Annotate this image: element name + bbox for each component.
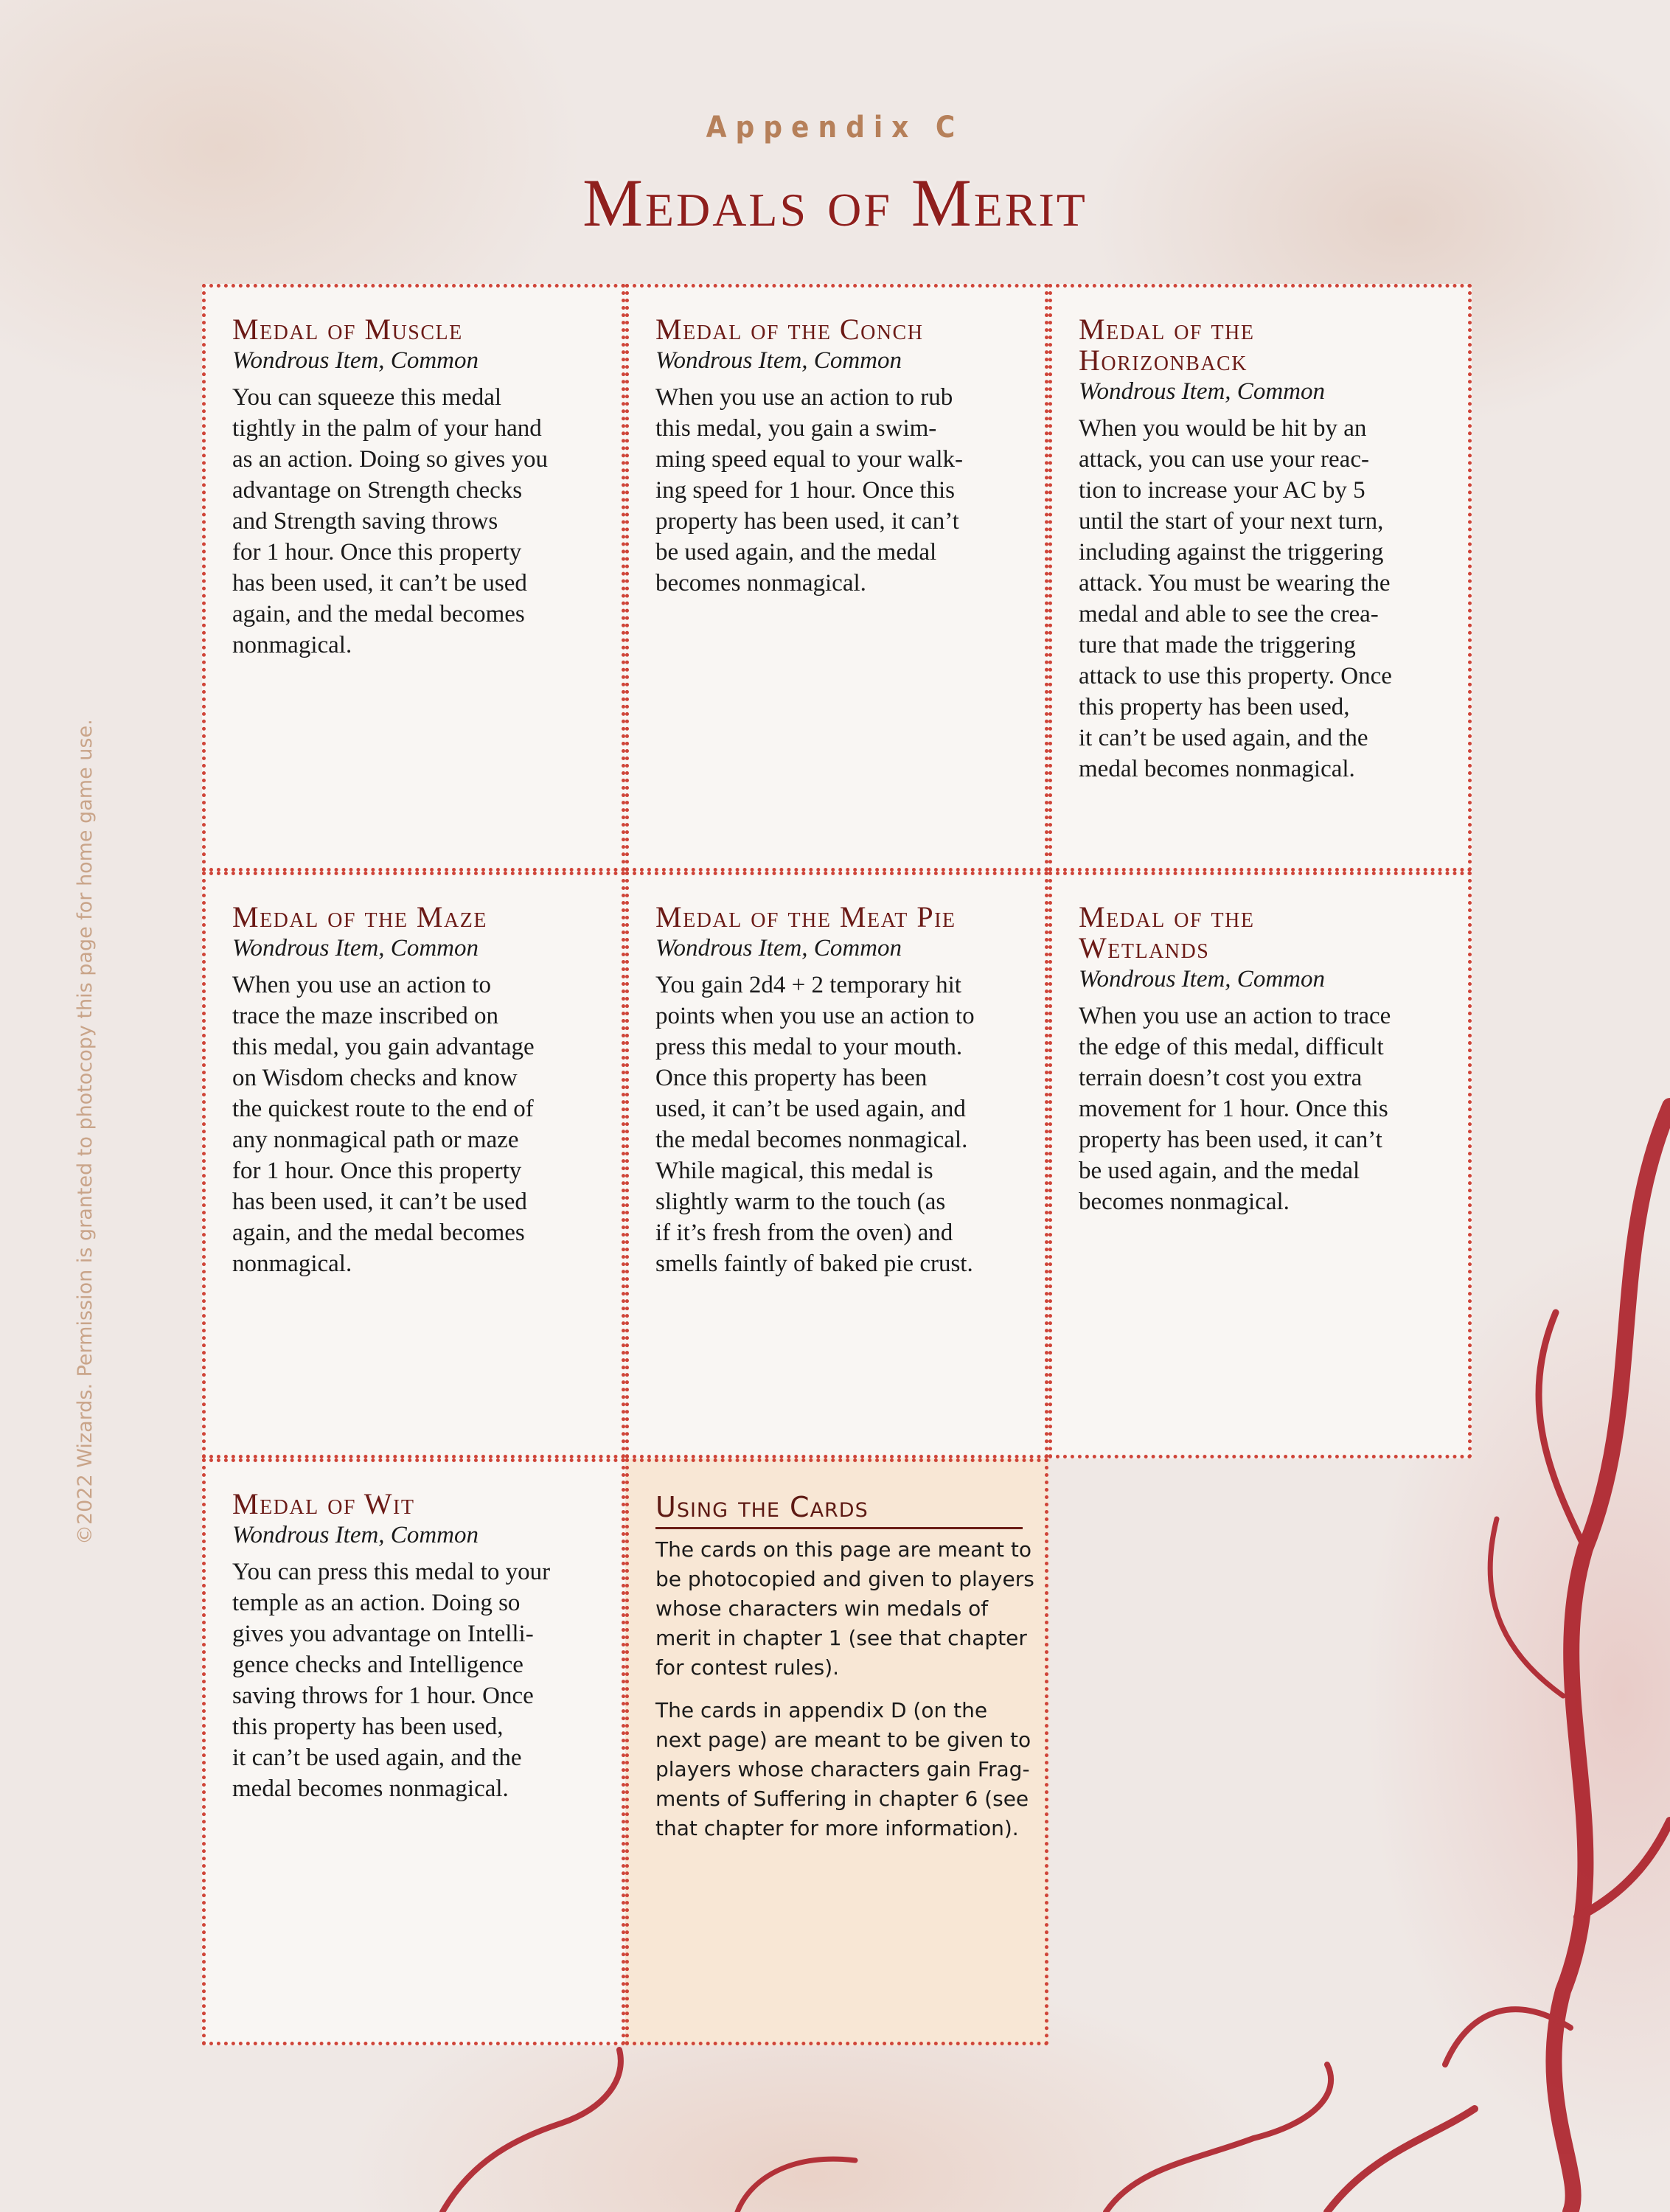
card-title-line: Wetlands bbox=[1079, 931, 1210, 964]
text-line: that chapter for more information). bbox=[655, 1816, 1019, 1840]
medal-card bbox=[202, 1458, 625, 2045]
medal-card bbox=[202, 872, 625, 1458]
text-line: When you use an action to trace bbox=[1079, 1003, 1391, 1029]
text-line: press this medal to your mouth. bbox=[655, 1034, 963, 1060]
text-line: whose characters win medals of bbox=[655, 1596, 989, 1621]
text-line: gence checks and Intelligence bbox=[232, 1652, 523, 1678]
card-subtitle: Wondrous Item, Common bbox=[655, 347, 902, 374]
text-line: again, and the medal becomes bbox=[232, 601, 525, 627]
text-line: for 1 hour. Once this property bbox=[232, 539, 522, 566]
text-line: any nonmagical path or maze bbox=[232, 1127, 519, 1153]
text-line: the quickest route to the end of bbox=[232, 1096, 534, 1122]
card-subtitle: Wondrous Item, Common bbox=[232, 935, 479, 961]
text-line: property has been used, it can’t bbox=[1079, 1127, 1382, 1153]
text-line: saving throws for 1 hour. Once bbox=[232, 1683, 534, 1709]
info-paragraph bbox=[655, 1535, 1034, 1683]
card-title bbox=[1079, 314, 1446, 376]
text-line: ming speed equal to your walk- bbox=[655, 446, 963, 473]
appendix-label: Appendix C bbox=[706, 111, 964, 145]
text-line: this medal, you gain advantage bbox=[232, 1034, 535, 1060]
using-the-cards-box bbox=[625, 1458, 1048, 2045]
card-subtitle: Wondrous Item, Common bbox=[1079, 378, 1325, 405]
text-line: tightly in the palm of your hand bbox=[232, 415, 542, 442]
text-line: nonmagical. bbox=[232, 632, 352, 658]
card-description bbox=[232, 970, 599, 1279]
text-line: the edge of this medal, difficult bbox=[1079, 1034, 1384, 1060]
text-line: tion to increase your AC by 5 bbox=[1079, 477, 1365, 504]
card-title-line: Horizonback bbox=[1079, 344, 1248, 377]
text-line: until the start of your next turn, bbox=[1079, 508, 1384, 535]
card-description bbox=[655, 970, 1023, 1279]
text-line: When you use an action to rub bbox=[655, 384, 953, 411]
text-line: temple as an action. Doing so bbox=[232, 1590, 521, 1616]
card-subtitle: Wondrous Item, Common bbox=[1079, 966, 1325, 992]
text-line: merit in chapter 1 (see that chapter bbox=[655, 1626, 1027, 1650]
text-line: You gain 2d4 + 2 temporary hit bbox=[655, 972, 961, 998]
text-line: becomes nonmagical. bbox=[655, 570, 866, 597]
text-line: next page) are meant to be given to bbox=[655, 1728, 1031, 1752]
card-title-line: Medal of Muscle bbox=[232, 313, 463, 346]
card-title bbox=[232, 1489, 599, 1520]
card-subtitle: Wondrous Item, Common bbox=[655, 935, 902, 961]
text-line: as an action. Doing so gives you bbox=[232, 446, 549, 473]
text-line: smells faintly of baked pie crust. bbox=[655, 1251, 973, 1277]
text-line: this property has been used, bbox=[1079, 694, 1350, 720]
text-line: this medal, you gain a swim- bbox=[655, 415, 937, 442]
card-description bbox=[232, 1557, 599, 1804]
page-title: Medals of Merit bbox=[582, 165, 1088, 240]
text-line: on Wisdom checks and know bbox=[232, 1065, 518, 1091]
text-line: attack, you can use your reac- bbox=[1079, 446, 1369, 473]
medal-card bbox=[1048, 284, 1472, 872]
card-description bbox=[1079, 1001, 1446, 1217]
text-line: has been used, it can’t be used bbox=[232, 1189, 527, 1215]
text-line: it can’t be used again, and the bbox=[232, 1745, 522, 1771]
card-title bbox=[655, 902, 1023, 933]
card-title-line: Medal of the Conch bbox=[655, 313, 924, 346]
text-line: You can squeeze this medal bbox=[232, 384, 502, 411]
card-title bbox=[655, 314, 1023, 345]
card-subtitle: Wondrous Item, Common bbox=[232, 1522, 479, 1548]
card-description bbox=[1079, 413, 1446, 785]
text-line: be photocopied and given to players bbox=[655, 1567, 1034, 1591]
text-line: slightly warm to the touch (as bbox=[655, 1189, 946, 1215]
text-line: ments of Suffering in chapter 6 (see bbox=[655, 1787, 1029, 1811]
text-line: be used again, and the medal bbox=[1079, 1158, 1360, 1184]
card-title bbox=[1079, 902, 1446, 964]
medal-card bbox=[1048, 872, 1472, 1458]
text-line: points when you use an action to bbox=[655, 1003, 975, 1029]
text-line: and Strength saving throws bbox=[232, 508, 498, 535]
text-line: medal and able to see the crea- bbox=[1079, 601, 1379, 627]
card-description bbox=[655, 382, 1023, 599]
text-line: for 1 hour. Once this property bbox=[232, 1158, 522, 1184]
medal-card bbox=[625, 284, 1048, 872]
text-line: ture that made the triggering bbox=[1079, 632, 1356, 658]
info-title: Using the Cards bbox=[655, 1489, 1023, 1529]
card-subtitle: Wondrous Item, Common bbox=[232, 347, 479, 374]
text-line: Once this property has been bbox=[655, 1065, 928, 1091]
copyright-notice: ©2022 Wizards. Permission is granted to photocopy this page for home game use. bbox=[74, 719, 97, 1545]
text-line: attack. You must be wearing the bbox=[1079, 570, 1391, 597]
text-line: advantage on Strength checks bbox=[232, 477, 523, 504]
card-title bbox=[232, 314, 599, 345]
medal-card bbox=[202, 284, 625, 872]
text-line: nonmagical. bbox=[232, 1251, 352, 1277]
card-title-line: Medal of the Meat Pie bbox=[655, 900, 956, 933]
text-line: has been used, it can’t be used bbox=[232, 570, 527, 597]
text-line: players whose characters gain Frag- bbox=[655, 1757, 1030, 1781]
text-line: When you use an action to bbox=[232, 972, 491, 998]
text-line: including against the triggering bbox=[1079, 539, 1384, 566]
info-paragraph bbox=[655, 1696, 1031, 1843]
text-line: it can’t be used again, and the bbox=[1079, 725, 1368, 751]
medal-card bbox=[625, 872, 1048, 1458]
text-line: if it’s fresh from the oven) and bbox=[655, 1220, 953, 1246]
card-title-line: Medal of the bbox=[1079, 900, 1255, 933]
card-title-line: Medal of the bbox=[1079, 313, 1255, 346]
text-line: movement for 1 hour. Once this bbox=[1079, 1096, 1388, 1122]
text-line: medal becomes nonmagical. bbox=[1079, 756, 1355, 782]
text-line: The cards in appendix D (on the bbox=[655, 1698, 988, 1722]
text-line: gives you advantage on Intelli- bbox=[232, 1621, 534, 1647]
text-line: this property has been used, bbox=[232, 1714, 504, 1740]
text-line: The cards on this page are meant to bbox=[655, 1537, 1031, 1562]
text-line: ing speed for 1 hour. Once this bbox=[655, 477, 956, 504]
text-line: becomes nonmagical. bbox=[1079, 1189, 1290, 1215]
text-line: for contest rules). bbox=[655, 1655, 840, 1680]
card-title-line: Medal of the Maze bbox=[232, 900, 487, 933]
card-title-line: Medal of Wit bbox=[232, 1487, 415, 1520]
text-line: property has been used, it can’t bbox=[655, 508, 959, 535]
text-line: attack to use this property. Once bbox=[1079, 663, 1392, 689]
text-line: the medal becomes nonmagical. bbox=[655, 1127, 968, 1153]
text-line: medal becomes nonmagical. bbox=[232, 1775, 509, 1802]
text-line: When you would be hit by an bbox=[1079, 415, 1367, 442]
text-line: trace the maze inscribed on bbox=[232, 1003, 498, 1029]
text-line: While magical, this medal is bbox=[655, 1158, 933, 1184]
text-line: You can press this medal to your bbox=[232, 1559, 551, 1585]
card-title bbox=[232, 902, 599, 933]
text-line: used, it can’t be used again, and bbox=[655, 1096, 966, 1122]
text-line: again, and the medal becomes bbox=[232, 1220, 525, 1246]
text-line: be used again, and the medal bbox=[655, 539, 937, 566]
text-line: terrain doesn’t cost you extra bbox=[1079, 1065, 1363, 1091]
card-description bbox=[232, 382, 599, 661]
